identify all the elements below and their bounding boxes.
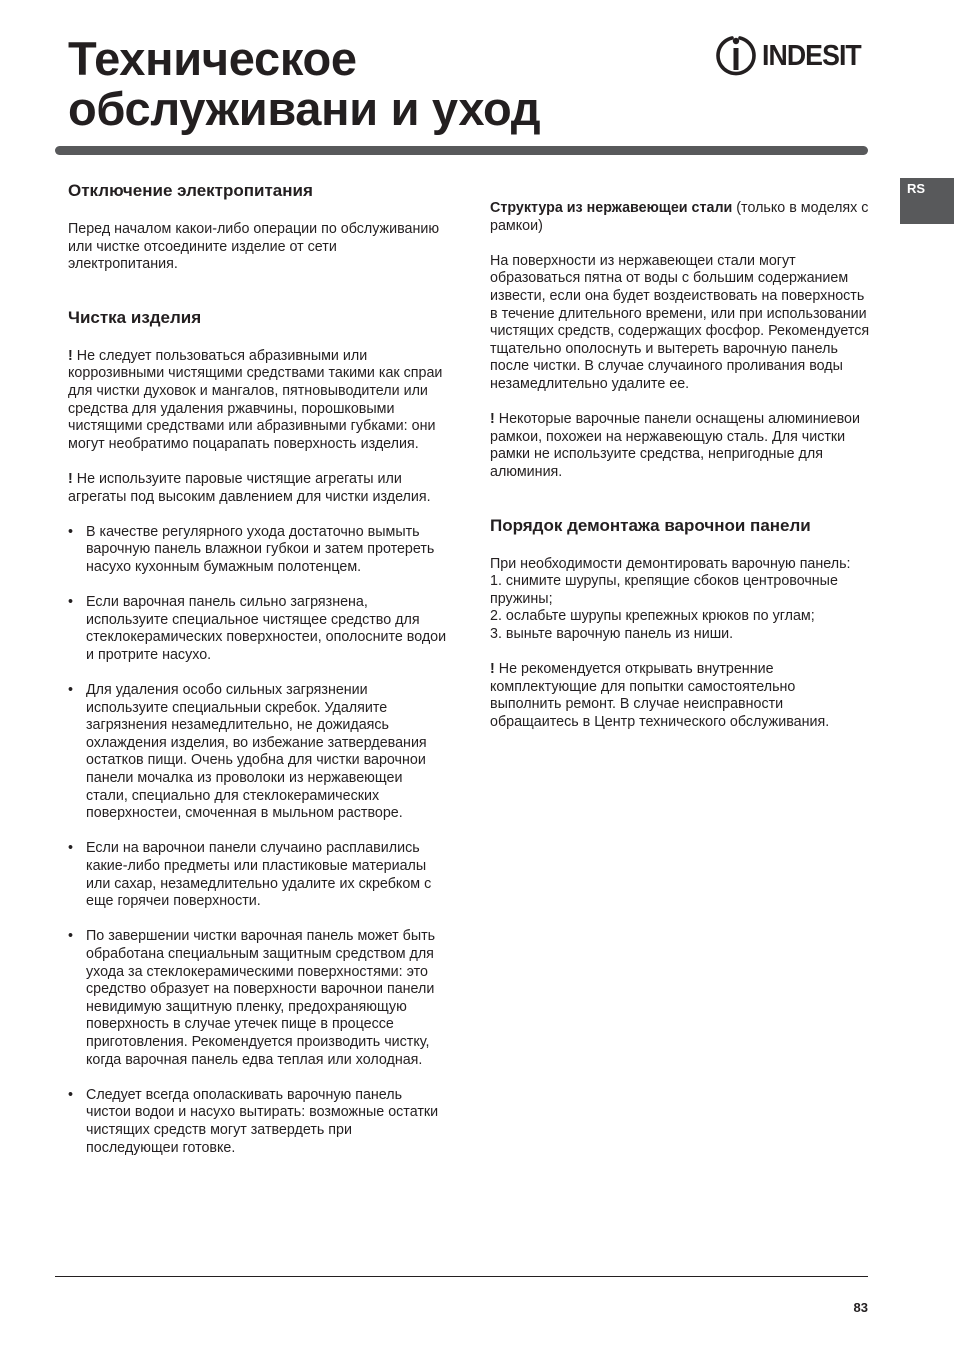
- language-tab-label: RS: [907, 181, 926, 196]
- removal-intro: При необходимости демонтировать варочную панель:: [490, 555, 851, 572]
- list-item: • Если варочная панель сильно загрязнена, используите специальное чистящее средство для стеклокерамических поверхностеи, ополосните водои и протрите насухо.: [68, 594, 448, 664]
- warning-aluminium: [490, 411, 870, 481]
- warning-icon: !: [68, 347, 73, 364]
- stainless-text: На поверхности из нержавеющеи стали могут образоваться пятна от воды с большим содержанием извести, если она будет воздеиствовать на поверхность в течение длительного времени, или при использовании чистящих средств, содержащих фосфор. Рекомендуется тщательно ополоснуть и вытереть варочную панель после чистки. В случае случаиного проливания воды незамедлительно удалите ее.: [490, 252, 870, 392]
- language-tab: [900, 178, 954, 224]
- warning-icon: !: [68, 470, 73, 487]
- warning-repair-text: Не рекомендуется открывать внутренние комплектующие для попытки самостоятельно выполнить ремонт. В случае неисправности обращаитесь в Центр технического обслуживания.: [490, 661, 830, 730]
- removal-step: 2. ослабьте шурупы крепежных крюков по углам;: [490, 608, 815, 625]
- list-item: • В качестве регулярного ухода достаточно вымыть варочную панель влажнои губкои и затем протереть насухо кухонным бумажным полотенцем.: [68, 524, 448, 577]
- footer-divider: [55, 1276, 868, 1277]
- list-item: • По завершении чистки варочная панель может быть обработана специальным защитным средством для ухода за стеклокерамическими поверхностями: это средство образует на поверхности варочнои панели невидимую защитную пленку, предохраняющую поверхность в случае утечек пище в процессе приготовления. Рекомендуется производить чистку, когда варочная панель едва теплая или холодная.: [68, 928, 448, 1069]
- section-heading-cleaning: Чистка изделия: [68, 307, 202, 327]
- section-heading-power: Отключение электропитания: [68, 181, 313, 200]
- list-item: • Следует всегда ополаскивать варочную панель чистои водои и насухо вытирать: возможные остатки чистящих средств могут затвердеть при последующеи готовке.: [68, 1087, 448, 1157]
- stainless-note: (только в моделях с рамкои): [490, 200, 869, 234]
- page-title-line1: Техническое: [68, 32, 357, 85]
- warning-abrasive: [68, 348, 448, 454]
- page-title: [68, 34, 540, 134]
- warning-steam-text: Не используите паровые чистящие агрегаты или агрегаты под высоким давлением для чистки изделия.: [68, 470, 431, 505]
- stainless-intro: [490, 200, 870, 235]
- right-column: [490, 200, 870, 749]
- warning-steam: [68, 471, 448, 506]
- removal-instructions: [490, 556, 870, 644]
- warning-abrasive-text: Не следует пользоваться абразивными или коррозивными чистящими средствами такими как спраи для чистки духовок и мангалов, пятновыводители или средства для удаления ржавчины, порошковыми чистящими средствами или абразивными губками: они могут необратимо поцарапать поверхность изделия.: [68, 347, 443, 452]
- page-title-line2: обслуживани и уход: [68, 82, 541, 135]
- page-number: 83: [853, 1300, 868, 1315]
- stainless-heading: Структура из нержавеющеи стали: [490, 200, 733, 216]
- removal-step: 1. снимите шурупы, крепящие сбоков центровочные пружины;: [490, 573, 838, 607]
- warning-icon: !: [490, 411, 495, 428]
- warning-icon: !: [490, 661, 495, 678]
- brand-logo: [714, 34, 870, 78]
- section-heading-removal: Порядок демонтажа варочнои панели: [490, 515, 811, 535]
- list-item: • Если на варочнои панели случаино расплавились какие-либо предметы или пластиковые материалы или сахар, незамедлительно удалите их скребком с еще горячеи поверхности.: [68, 840, 448, 910]
- header-divider: [55, 146, 868, 155]
- warning-repair: [490, 661, 870, 731]
- left-column: [68, 180, 448, 1175]
- removal-step: 3. выньте варочную панель из ниши.: [490, 625, 734, 642]
- brand-name: INDESIT: [762, 40, 861, 72]
- list-item: • Для удаления особо сильных загрязнении используите специальныи скребок. Удаляите загрязнения незамедлительно, не дожидаясь охлаждения изделия, во избежание затвердевания остатков пищи. Очень удобна для чистки варочнои панели мочалка из проволоки из нержавеющеи стали, специально для стеклокерамических поверхностеи, смоченная в мыльном растворе.: [68, 682, 448, 823]
- cleaning-tips-list: [68, 524, 448, 1157]
- power-text: Перед началом какои-либо операции по обслуживанию или чистке отсоедините изделие от сети электропитания.: [68, 221, 440, 273]
- warning-aluminium-text: Некоторые варочные панели оснащены алюминиевои рамкои, похожеи на нержавеющую сталь. Для чистки рамки не используите средства, непригодные для алюминия.: [490, 411, 860, 480]
- indesit-logo-icon: [714, 34, 758, 78]
